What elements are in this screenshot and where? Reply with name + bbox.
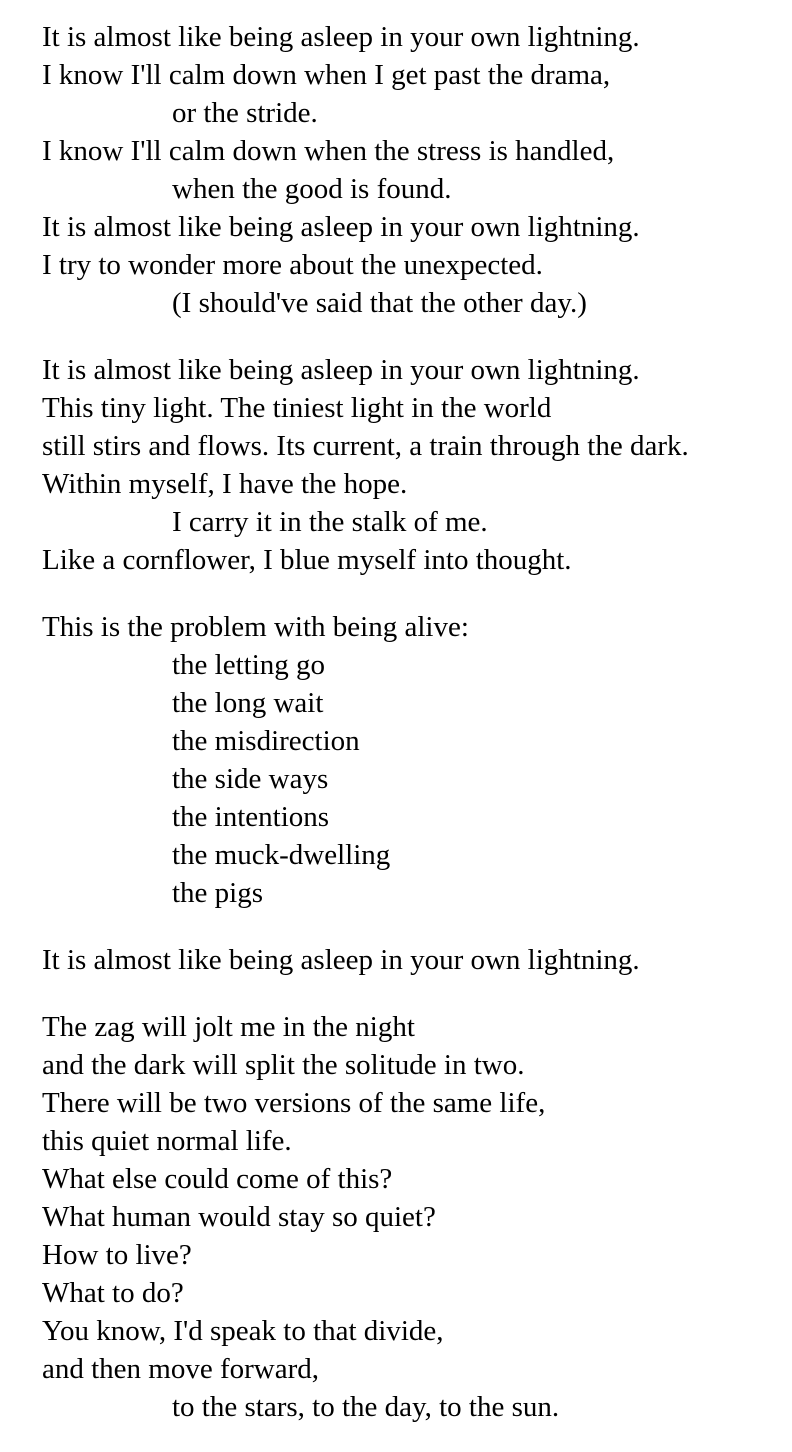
poem-line: What to do? [42, 1277, 184, 1309]
poem-line: It is almost like being asleep in your own lightning. [42, 211, 640, 243]
poem [42, 18, 787, 1426]
poem-line: Within myself, I have the hope. [42, 468, 408, 500]
poem-line-indented: the side ways [172, 763, 329, 795]
poem-line-indented: when the good is found. [172, 173, 452, 205]
poem-line: You know, I'd speak to that divide, [42, 1315, 444, 1347]
poem-line-indented: I carry it in the stalk of me. [172, 506, 488, 538]
poem-line: How to live? [42, 1239, 192, 1271]
stanza [42, 351, 787, 579]
poem-line: This is the problem with being alive: [42, 611, 469, 643]
poem-line: I know I'll calm down when I get past the drama, [42, 59, 611, 91]
poem-line: The zag will jolt me in the night [42, 1011, 415, 1043]
stanza [42, 18, 787, 322]
poem-line-indented: or the stride. [172, 97, 318, 129]
stanza [42, 608, 787, 912]
poem-line-indented: the muck-dwelling [172, 839, 391, 871]
poem-line: What human would stay so quiet? [42, 1201, 436, 1233]
poem-line: this quiet normal life. [42, 1125, 292, 1157]
stanza [42, 941, 787, 979]
poem-line: still stirs and flows. Its current, a train through the dark. [42, 430, 689, 462]
poem-line-indented: to the stars, to the day, to the sun. [172, 1391, 560, 1423]
poem-line-indented: the letting go [172, 649, 326, 681]
stanza [42, 1008, 787, 1426]
poem-line-indented: the intentions [172, 801, 330, 833]
poem-line: Like a cornflower, I blue myself into thought. [42, 544, 572, 576]
poem-line: I know I'll calm down when the stress is handled, [42, 135, 615, 167]
poem-line-indented: (I should've said that the other day.) [172, 287, 587, 319]
poem-line: I try to wonder more about the unexpected. [42, 249, 543, 281]
poem-line: There will be two versions of the same life, [42, 1087, 546, 1119]
poem-line: It is almost like being asleep in your own lightning. [42, 21, 640, 53]
poem-line: This tiny light. The tiniest light in the world [42, 392, 552, 424]
poem-line: and the dark will split the solitude in two. [42, 1049, 525, 1081]
poem-line: It is almost like being asleep in your own lightning. [42, 354, 640, 386]
poem-line-indented: the misdirection [172, 725, 360, 757]
poem-line-indented: the pigs [172, 877, 264, 909]
poem-line: It is almost like being asleep in your own lightning. [42, 944, 640, 976]
poem-line: and then move forward, [42, 1353, 320, 1385]
poem-line: What else could come of this? [42, 1163, 393, 1195]
poem-line-indented: the long wait [172, 687, 324, 719]
